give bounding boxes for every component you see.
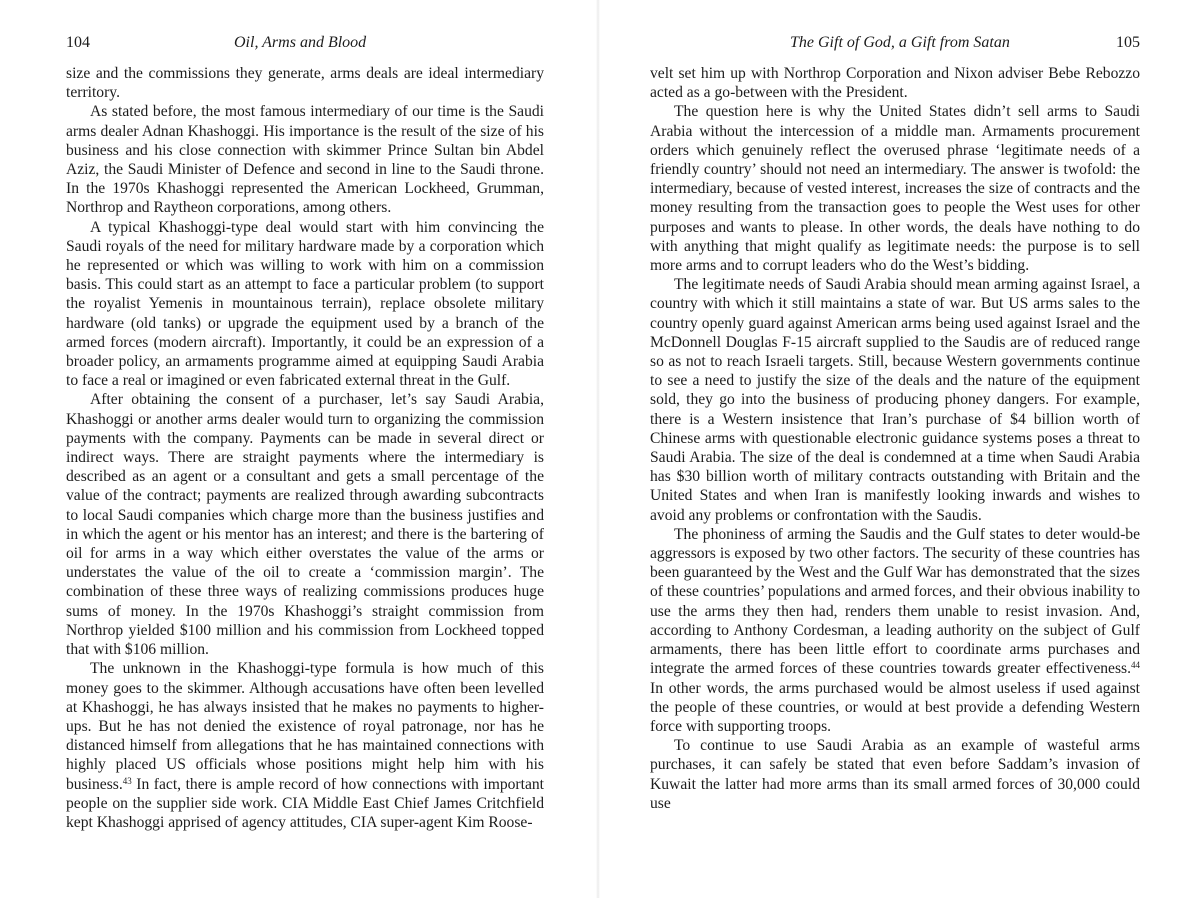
paragraph: As stated before, the most famous intermediary of our time is the Saudi arms dealer Adnan Khashoggi. His importance is the result of the size of his business and his close connection with skimmer Prince Sultan bin Abdel Aziz, the Saudi Minister of Defence and second in line to the Saudi throne. In the 1970s Khashoggi represented the American Lockheed, Grumman, Northrop and Raytheon corporations, among others. xyxy=(66,103,544,217)
right-page-number: 105 xyxy=(1116,34,1140,51)
footnote-ref-44: 44 xyxy=(1131,660,1140,671)
right-body-text xyxy=(650,64,1140,813)
paragraph: A typical Khashoggi-type deal would start with him convincing the Saudi royals of the need for military hardware made by a corporation which he represented or which was willing to work with him on a commission basis. This could start as an attempt to face a particular problem (to support the royalist Yemenis in mountainous terrain), replace obsolete military hardware (old tanks) or upgrade the equipment used by a branch of the armed forces (modern aircraft). Importantly, it could be an expression of a broader policy, an armaments programme aimed at equipping Saudi Arabia to face a real or imagined or even fabricated external threat in the Gulf. xyxy=(66,218,544,390)
paragraph: To continue to use Saudi Arabia as an example of wasteful arms purchases, it can safely be stated that even before Saddam’s invasion of Kuwait the latter had more arms than its small armed forces of 30,000 could use xyxy=(650,737,1140,812)
left-page-header xyxy=(66,31,544,55)
footnote-ref-43: 43 xyxy=(122,775,132,786)
paragraph: velt set him up with Northrop Corporation and Nixon adviser Bebe Rebozzo acted as a go-between with the President. xyxy=(650,65,1140,102)
paragraph: size and the commissions they generate, arms deals are ideal intermediary territory. xyxy=(66,65,544,102)
right-page-header xyxy=(650,31,1140,55)
right-running-head: The Gift of God, a Gift from Satan xyxy=(790,34,1010,51)
left-running-head: Oil, Arms and Blood xyxy=(234,34,367,51)
left-body-text xyxy=(66,64,544,832)
right-page xyxy=(598,0,1195,898)
paragraph: The question here is why the United States didn’t sell arms to Saudi Arabia without the intercession of a middle man. Armaments procurement orders which genuinely reflect the overused phrase ‘legitimate needs of a friendly country’ should not need an intermediary. The answer is twofold: the intermediary, because of vested interest, increases the size of contracts and the money resulting from the transaction goes to people the West uses for other purposes and wants to please. In other words, the deals have nothing to do with anything that might qualify as legitimate needs: the purpose is to sell more arms and to corrupt leaders who do the West’s bidding. xyxy=(650,103,1140,275)
paragraph: The phoniness of arming the Saudis and the Gulf states to deter would-be aggressors is exposed by two other factors. The security of these countries has been guaranteed by the West and the Gulf War has demonstrated that the sizes of these countries’ populations and armed forces, and their obvious inability to use the arms they then had, renders them unable to resist invasion. And, according to Anthony Cordesman, a leading authority on the subject of Gulf armaments, there has been little effort to coordinate arms purchases and integrate the armed forces of these countries towards greater effectiveness.$^{44}$ In other words, the arms purchased would be almost useless if used against the people of these countries, or would at best provide a defending Western force with supporting troops. xyxy=(650,525,1140,735)
paragraph: After obtaining the consent of a purchaser, let’s say Saudi Arabia, Khashoggi or another arms dealer would turn to organizing the commission payments with the company. Payments can be made in several direct or indirect ways. There are straight payments where the intermediary is described as an agent or a consultant and gets a small percentage of the value of the contract; payments are realized through awarding subcontracts to local Saudi companies which charge more than the business justifies and in which the agent or his mentor has an interest; and there is the bartering of oil for arms in a way which either overstates the value of the arms or understates the value of the oil to create a ‘commission margin’. The combination of these three ways of realizing commissions produces huge sums of money. In the 1970s Khashoggi’s straight commission from Northrop yielded $100 million and his commission from Lockheed topped that with $106 million. xyxy=(66,391,544,659)
paragraph: The unknown in the Khashoggi-type formula is how much of this money goes to the skimmer. Although accusations have often been levelled at Khashoggi, he has always insisted that he makes no payments to higher-ups. But he has not denied the existence of royal patronage, nor has he distanced himself from allegations that he has maintained connections with highly placed US officials whose positions might help him with his business.$^{43}$ In fact, there is ample record of how connections with important people on the supplier side work. CIA Middle East Chief James Critchfield kept Khashoggi apprised of agency attitudes, CIA super-agent Kim Roose- xyxy=(66,660,544,831)
paragraph: The legitimate needs of Saudi Arabia should mean arming against Israel, a country with which it still maintains a state of war. But US arms sales to the country openly guard against American arms being used against Israel and the McDonnell Douglas F-15 aircraft supplied to the Saudis are of reduced range so as not to reach Israeli targets. Still, because Western governments continue to see a need to justify the size of the deals and the nature of the equipment sold, they go into the business of producing phoney dangers. For example, there is a Western insistence that Iran’s purchase of $4 billion worth of Chinese arms with questionable electronic guidance systems poses a threat to Saudi Arabia. The size of the deal is condemned at a time when Saudi Arabia has $30 billion worth of military contracts outstanding with Britain and the United States and when Iran is manifestly looking inwards and wishes to avoid any problems or confrontation with the Saudis. xyxy=(650,276,1140,524)
left-page-number: 104 xyxy=(66,34,90,51)
